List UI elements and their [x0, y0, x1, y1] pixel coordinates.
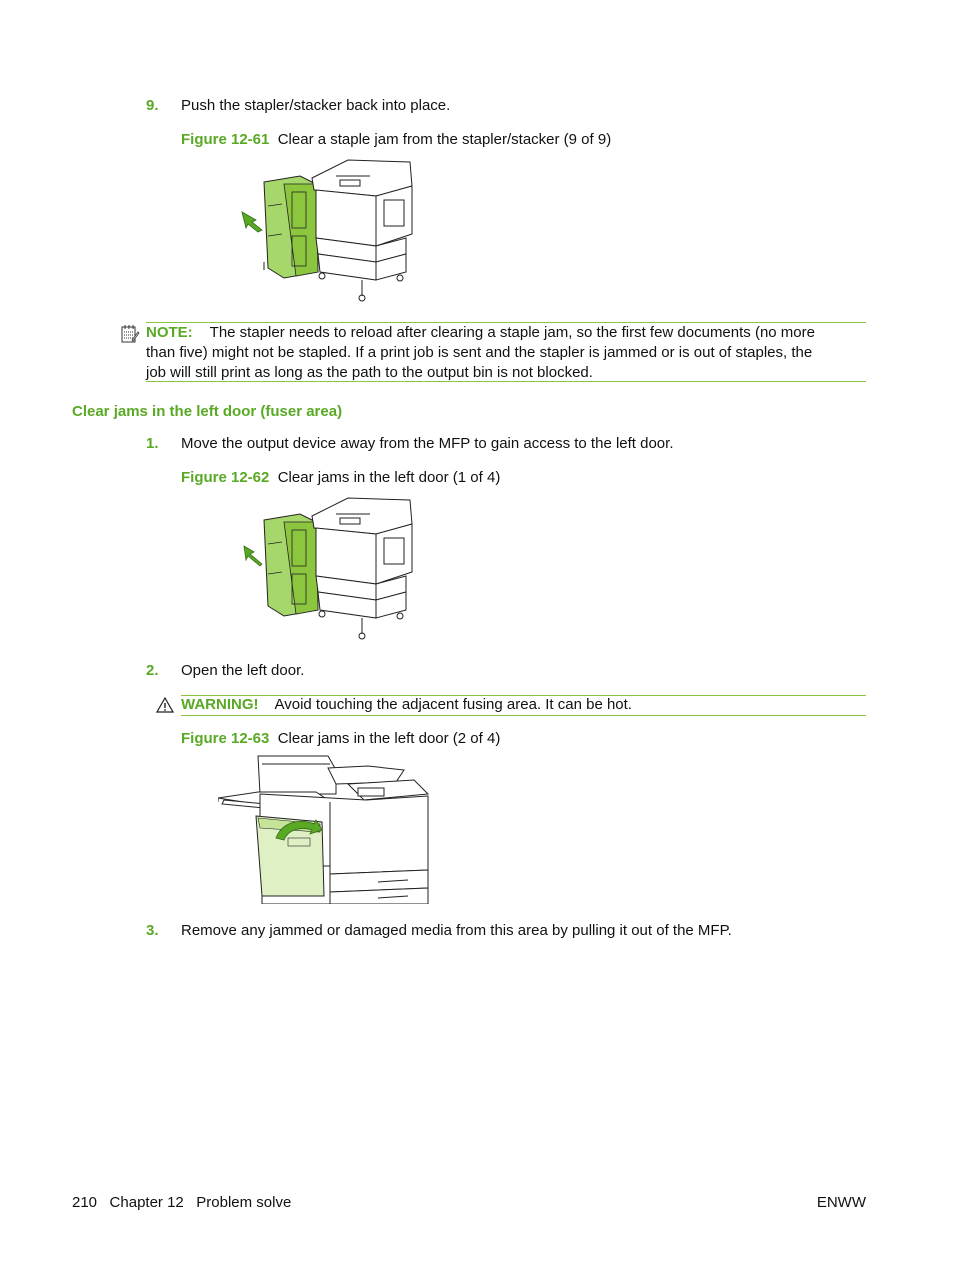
- step-text: Remove any jammed or damaged media from this area by pulling it out of the MFP.: [181, 922, 732, 939]
- note-bottom-rule: [146, 381, 866, 382]
- note-line-3: job will still print as long as the path to the output bin is not blocked.: [146, 364, 593, 381]
- mfp-printer: [312, 160, 412, 301]
- page-footer-left: [72, 1193, 291, 1213]
- footer-chapter: Chapter 12: [109, 1194, 184, 1211]
- figure-title: Clear a staple jam from the stapler/stacker (9 of 9): [277, 131, 612, 148]
- pull-arrow-icon: [244, 546, 262, 566]
- step-text: Open the left door.: [181, 662, 305, 679]
- figure-caption: [181, 468, 500, 488]
- stapler-stacker-unit: [264, 176, 318, 278]
- page-number: 210: [72, 1194, 98, 1211]
- step-number: 2.: [146, 662, 159, 679]
- figure-left-door-open-illustration: [218, 754, 436, 904]
- figure-caption: [181, 729, 500, 749]
- figure-label: Figure 12-61: [181, 131, 270, 148]
- note-body: [146, 323, 866, 383]
- warning-bottom-rule: [181, 715, 866, 716]
- push-arrow-icon: [242, 212, 262, 232]
- step-text: Move the output device away from the MFP to gain access to the left door.: [181, 435, 674, 452]
- figure-label: Figure 12-63: [181, 730, 270, 747]
- figure-label: Figure 12-62: [181, 469, 270, 486]
- step-number: 1.: [146, 435, 159, 452]
- warning-label: WARNING!: [181, 696, 259, 713]
- figure-stapler-push-illustration: [240, 150, 415, 305]
- mfp-printer: [312, 498, 412, 639]
- figure-title: Clear jams in the left door (1 of 4): [277, 469, 501, 486]
- note-label: NOTE:: [146, 324, 193, 341]
- page-footer-right: ENWW: [816, 1194, 866, 1211]
- step-number: 9.: [146, 97, 159, 114]
- warning-text: Avoid touching the adjacent fusing area. It can be hot.: [274, 696, 632, 713]
- footer-title: Problem solve: [196, 1194, 292, 1211]
- stapler-stacker-unit: [264, 514, 318, 616]
- figure-caption: [181, 130, 611, 150]
- warning-icon: [156, 697, 174, 713]
- step-text: Push the stapler/stacker back into place.: [181, 97, 451, 114]
- note-icon: [120, 324, 140, 344]
- warning-body: [181, 695, 632, 715]
- note-line-1: The stapler needs to reload after clearing a staple jam, so the first few documents (no more: [209, 324, 815, 341]
- section-heading: Clear jams in the left door (fuser area): [72, 403, 343, 420]
- note-line-2: than five) might not be stapled. If a print job is sent and the stapler is jammed or is out of staples, the: [146, 344, 813, 361]
- step-number: 3.: [146, 922, 159, 939]
- figure-stapler-pull-illustration: [240, 488, 415, 643]
- figure-title: Clear jams in the left door (2 of 4): [277, 730, 501, 747]
